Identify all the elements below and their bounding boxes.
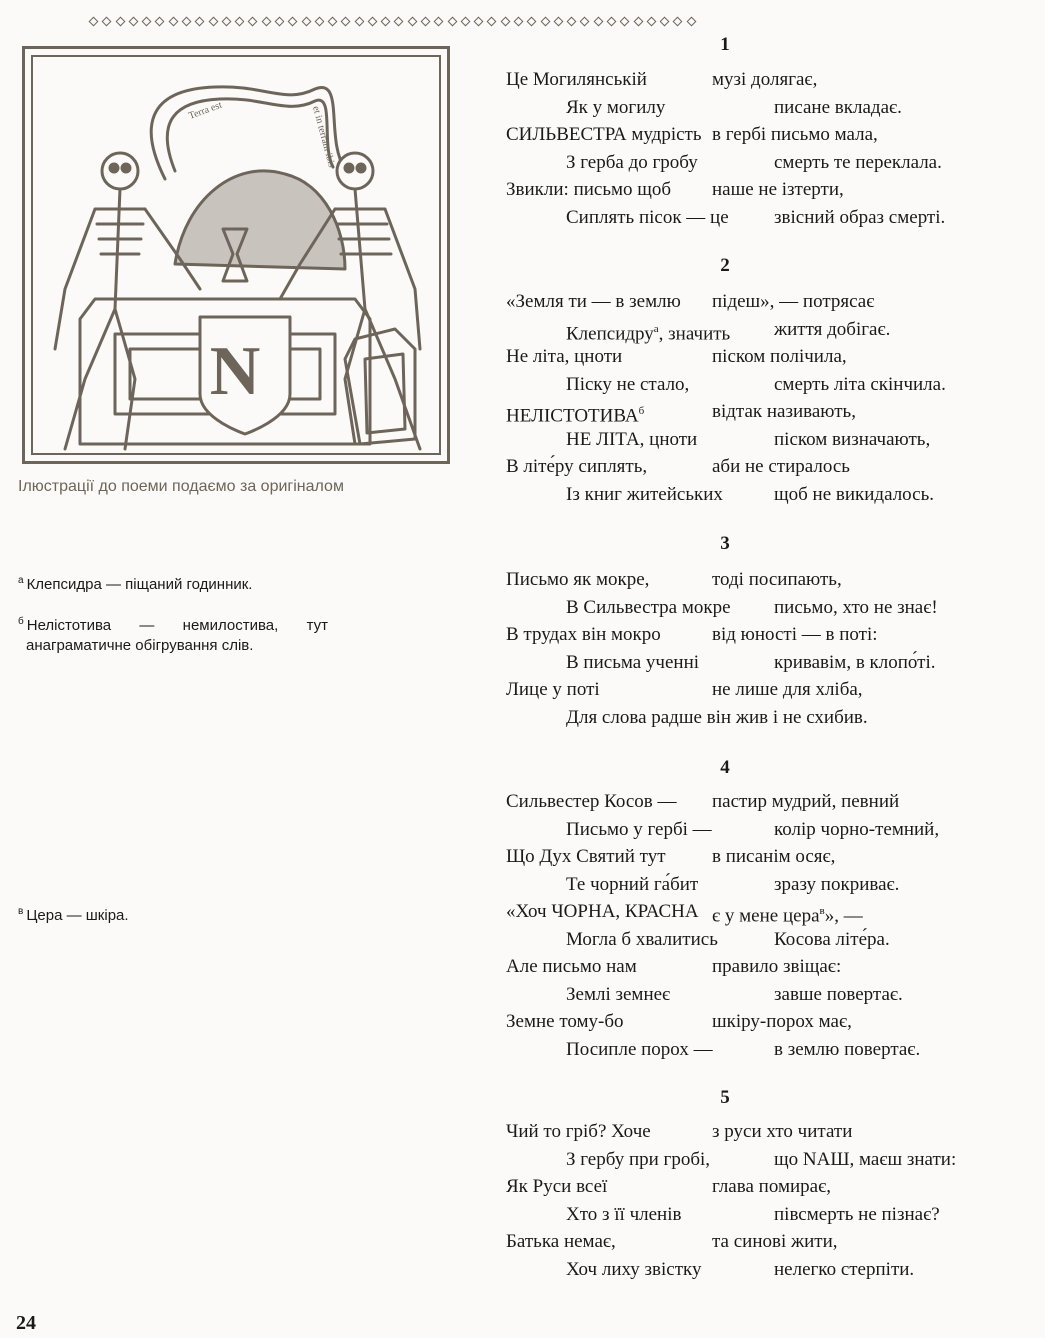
verse-text: З герба до гробу: [566, 151, 698, 173]
verse-first-half: [566, 371, 689, 399]
ornament-diamond: [115, 16, 125, 26]
verse-text: смерть літа скінчила.: [774, 373, 946, 395]
footnote-b: [18, 612, 328, 656]
verse-text: Землі земнеє: [566, 983, 671, 1005]
verse-text: шкіру-порох має,: [712, 1011, 852, 1032]
verse-text: Як у могилу: [566, 96, 666, 118]
verse-line: [506, 1228, 1026, 1256]
verse-first-half: [566, 871, 698, 899]
verse-line: [506, 1201, 1026, 1229]
stanza-number: 4: [720, 757, 730, 778]
verse-second-half: [712, 788, 899, 816]
verse-text: Письмо як мокре,: [506, 569, 650, 590]
verse-first-half: [506, 898, 699, 926]
ornament-row: [90, 14, 695, 28]
footnote-mark: в: [18, 906, 24, 917]
verse-text: глава помирає,: [712, 1176, 831, 1197]
footnote-mark: б: [18, 616, 24, 627]
verse-first-half: [566, 649, 699, 677]
ornament-diamond: [447, 16, 457, 26]
verse-line: [506, 1173, 1026, 1201]
verse-second-half: [712, 398, 856, 426]
verse-second-half: [774, 871, 899, 899]
verse-line: [506, 94, 1026, 122]
verse-text: Сиплять пісок — це: [566, 206, 729, 228]
verse-line: [506, 704, 1026, 732]
ornament-diamond: [128, 16, 138, 26]
ornament-diamond: [553, 16, 563, 26]
verse-text: НЕ ЛІТА, цноти: [566, 428, 698, 450]
verse-second-half: [712, 288, 874, 316]
verse-text: піском визначають,: [774, 428, 931, 450]
verse-first-half: [506, 1008, 624, 1036]
verse-text: письмо, хто не знає!: [774, 596, 938, 618]
verse-second-half: [774, 1036, 920, 1064]
verse-first-half: [506, 66, 647, 94]
verse-second-half: [774, 1201, 940, 1229]
verse-text: В трудах він мокро: [506, 624, 661, 645]
verse-line: [506, 594, 1026, 622]
verse-text: колір чорно-темний,: [774, 818, 940, 840]
verse-line: [506, 149, 1026, 177]
verse-text: звісний образ смерті.: [774, 206, 946, 228]
ornament-diamond: [155, 16, 165, 26]
verse-line: [506, 288, 1026, 316]
verse-text: не лише для хліба,: [712, 679, 863, 700]
ornament-diamond: [673, 16, 683, 26]
verse-second-half: [774, 981, 903, 1009]
verse-text: Батька немає,: [506, 1231, 616, 1252]
ornament-diamond: [102, 16, 112, 26]
verse-text: аби не стиралось: [712, 456, 850, 477]
verse-line: [506, 871, 1026, 899]
ornament-diamond: [434, 16, 444, 26]
verse-text: наше не ізтерти,: [712, 179, 844, 200]
verse-text: кривавім, в клопо́ті.: [774, 651, 936, 673]
ornament-diamond: [208, 16, 218, 26]
ornament-diamond: [487, 16, 497, 26]
verse-first-half: [506, 953, 637, 981]
verse-text: Чий то гріб? Хоче: [506, 1121, 651, 1142]
verse-text: життя добігає.: [774, 318, 891, 340]
ornament-diamond: [354, 16, 364, 26]
banner-text-left: Terra est: [187, 99, 224, 122]
verse-line: [506, 1146, 1026, 1174]
verse-line: [506, 676, 1026, 704]
verse-text: від юності — в поті:: [712, 624, 878, 645]
verse-second-half: [774, 649, 936, 677]
ornament-diamond: [633, 16, 643, 26]
earth-mound: [175, 171, 345, 269]
verse-second-half: [712, 843, 835, 871]
ornament-diamond: [527, 16, 537, 26]
verse-second-half: [774, 594, 938, 622]
verse-text: що NАШ, маєш знати:: [774, 1148, 957, 1170]
verse-second-half: [774, 426, 930, 454]
verse-text: З гербу при гробі,: [566, 1148, 711, 1170]
verse-text: Що Дух Святий тут: [506, 846, 666, 867]
verse-first-half: [506, 121, 702, 149]
verse-text: Із книг житейських: [566, 483, 723, 505]
ornament-diamond: [646, 16, 656, 26]
verse-text: Письмо у гербі —: [566, 818, 712, 840]
verse-text: тоді посипають,: [712, 569, 842, 590]
ornament-diamond: [394, 16, 404, 26]
verse-text: Але письмо нам: [506, 956, 637, 977]
verse-first-half: [506, 566, 649, 594]
verse-text: піском полічила,: [712, 346, 847, 367]
verse-text: завше повертає.: [774, 983, 903, 1005]
verse-second-half: [774, 371, 946, 399]
verse-line: [506, 121, 1026, 149]
verse-first-half: [566, 704, 868, 732]
verse-line: [506, 649, 1026, 677]
verse-text: щоб не викидалось.: [774, 483, 935, 505]
ornament-diamond: [686, 16, 696, 26]
ornament-diamond: [182, 16, 192, 26]
verse-first-half: [506, 288, 681, 316]
verse-text: та синові жити,: [712, 1231, 838, 1252]
verse-text: «Земля ти — в землю: [506, 291, 681, 312]
verse-line: [506, 176, 1026, 204]
ornament-diamond: [248, 16, 258, 26]
verse-first-half: [566, 94, 665, 122]
verse-text: в гербі письмо мала,: [712, 124, 878, 145]
verse-second-half: [774, 316, 890, 344]
ornament-diamond: [341, 16, 351, 26]
verse-text: Клепсидру: [566, 322, 654, 344]
footnote-text-line2: анаграматичне обігрування слів.: [26, 637, 254, 654]
verse-text: Посипле порох —: [566, 1038, 713, 1060]
verse-second-half: [712, 953, 841, 981]
verse-second-half: [712, 66, 817, 94]
footnote-text-line1: Нелістотива — немилостива, тут: [26, 617, 328, 634]
verse-text: Земне тому-бо: [506, 1011, 624, 1032]
verse-text: », —: [824, 905, 863, 927]
footnote-a: [18, 571, 328, 595]
verse-line: [506, 926, 1026, 954]
verse-text: Косова літе́ра.: [774, 928, 890, 950]
verse-line: [506, 788, 1026, 816]
verse-first-half: [566, 149, 698, 177]
verse-second-half: [712, 121, 878, 149]
ornament-diamond: [288, 16, 298, 26]
verse-text: , значить: [658, 322, 731, 344]
verse-line: [506, 66, 1026, 94]
verse-first-half: [506, 343, 622, 371]
verse-text: Звикли: письмо щоб: [506, 179, 672, 200]
verse-text: з руси хто читати: [712, 1121, 853, 1142]
verse-text: Сильвестер Косов —: [506, 791, 677, 812]
verse-text: СИЛЬВЕСТРА мудрість: [506, 124, 702, 145]
ornament-diamond: [500, 16, 510, 26]
verse-text: Могла б хвалитись: [566, 928, 718, 950]
verse-text: пастир мудрий, певний: [712, 791, 900, 812]
stanza-number: 5: [720, 1087, 730, 1108]
verse-second-half: [774, 926, 890, 954]
ornament-diamond: [660, 16, 670, 26]
verse-text: Хто з її членів: [566, 1203, 682, 1225]
verse-line: [506, 1036, 1026, 1064]
verse-line: [506, 898, 1026, 926]
stanza-number: 2: [720, 255, 730, 276]
verse-second-half: [774, 1256, 914, 1284]
verse-text: Для слова радше він жив і не схибив.: [566, 706, 868, 728]
verse-text: правило звіщає:: [712, 956, 842, 977]
ornament-diamond: [514, 16, 524, 26]
verse-text: Хоч лиху звістку: [566, 1258, 702, 1280]
verse-second-half: [712, 1173, 831, 1201]
ornament-diamond: [421, 16, 431, 26]
verse-second-half: [774, 816, 939, 844]
verse-text: Не літа, цноти: [506, 346, 623, 367]
verse-line: [506, 426, 1026, 454]
verse-text: підеш», — потрясає: [712, 291, 875, 312]
stanza: [506, 566, 1026, 731]
ornament-diamond: [567, 16, 577, 26]
illustration-caption: Ілюстрації до поеми подаємо за оригіналом: [18, 478, 344, 495]
footnote-text: Цера — шкіра.: [26, 907, 129, 924]
footnote-reference: б: [638, 405, 645, 417]
verse-text: В Сильвестра мокре: [566, 596, 731, 618]
verse-text: зразу покриває.: [774, 873, 900, 895]
ornament-diamond: [580, 16, 590, 26]
verse-text: В письма ученні: [566, 651, 700, 673]
verse-second-half: [712, 566, 842, 594]
verse-text: писане вкладає.: [774, 96, 902, 118]
page-number: 24: [16, 1312, 36, 1334]
verse-first-half: [506, 1173, 607, 1201]
monogram-letter: N: [209, 333, 261, 410]
ornament-diamond: [261, 16, 271, 26]
verse-first-half: [566, 926, 718, 954]
illustration-drawing: [25, 49, 447, 461]
verse-text: музі долягає,: [712, 69, 818, 90]
ornament-diamond: [407, 16, 417, 26]
verse-line: [506, 204, 1026, 232]
verse-first-half: [566, 426, 697, 454]
ornament-diamond: [328, 16, 338, 26]
verse-line: [506, 316, 1026, 344]
stanza: [506, 288, 1026, 508]
ornament-diamond: [367, 16, 377, 26]
verse-second-half: [774, 204, 945, 232]
verse-line: [506, 816, 1026, 844]
ornament-diamond: [274, 16, 284, 26]
verse-second-half: [712, 343, 847, 371]
verse-first-half: [506, 676, 600, 704]
verse-first-half: [566, 481, 723, 509]
footnote-mark: а: [18, 575, 24, 586]
verse-text: в землю повертає.: [774, 1038, 921, 1060]
ornament-diamond: [301, 16, 311, 26]
verse-first-half: [506, 453, 647, 481]
verse-second-half: [712, 1008, 852, 1036]
ornament-diamond: [540, 16, 550, 26]
verse-first-half: [506, 843, 666, 871]
footnote-reference: в: [819, 905, 825, 917]
verse-text: відтак називають,: [712, 401, 856, 422]
verse-first-half: [566, 1146, 710, 1174]
verse-second-half: [712, 676, 863, 704]
ornament-diamond: [314, 16, 324, 26]
verse-text: Як Руси всеї: [506, 1176, 608, 1197]
ornament-diamond: [142, 16, 152, 26]
verse-second-half: [712, 621, 878, 649]
stanza-number: 1: [720, 34, 730, 55]
verse-second-half: [774, 149, 942, 177]
verse-first-half: [506, 1228, 616, 1256]
verse-line: [506, 453, 1026, 481]
stanza: [506, 788, 1026, 1063]
verse-second-half: [774, 481, 934, 509]
verse-first-half: [566, 981, 670, 1009]
verse-line: [506, 1256, 1026, 1284]
verse-line: [506, 843, 1026, 871]
verse-line: [506, 1118, 1026, 1146]
verse-second-half: [712, 176, 844, 204]
banner-text-right: et in terram ibis: [310, 104, 338, 169]
verse-first-half: [566, 594, 731, 622]
verse-first-half: [566, 1201, 681, 1229]
stanza: [506, 1118, 1026, 1283]
right-skull: [337, 153, 373, 189]
verse-text: в писанім осяє,: [712, 846, 836, 867]
ornament-diamond: [195, 16, 205, 26]
verse-first-half: [566, 1256, 701, 1284]
verse-line: [506, 953, 1026, 981]
verse-first-half: [506, 1118, 651, 1146]
verse-text: нелегко стерпіти.: [774, 1258, 915, 1280]
verse-first-half: [566, 204, 729, 232]
verse-first-half: [506, 621, 661, 649]
verse-first-half: [506, 788, 677, 816]
verse-line: [506, 981, 1026, 1009]
footnote-c: [18, 902, 328, 926]
ornament-diamond: [474, 16, 484, 26]
verse-line: [506, 1008, 1026, 1036]
verse-text: «Хоч ЧОРНА, КРАСНА: [506, 901, 699, 922]
verse-text: Піску не стало,: [566, 373, 690, 395]
woodcut-illustration: [22, 46, 450, 464]
verse-text: півсмерть не пізнає?: [774, 1203, 940, 1225]
ornament-diamond: [221, 16, 231, 26]
verse-line: [506, 371, 1026, 399]
ornament-diamond: [235, 16, 245, 26]
verse-first-half: [506, 176, 671, 204]
verse-first-half: [566, 816, 712, 844]
footnote-text: Клепсидра — піщаний годинник.: [26, 576, 253, 593]
stanza-number: 3: [720, 533, 730, 554]
verse-text: Це Могилянській: [506, 69, 647, 90]
verse-line: [506, 481, 1026, 509]
ornament-diamond: [89, 16, 99, 26]
verse-second-half: [712, 453, 850, 481]
ornament-diamond: [620, 16, 630, 26]
verse-text: Те чорний га́бит: [566, 873, 699, 895]
footnote-reference: а: [653, 322, 659, 335]
ornament-diamond: [460, 16, 470, 26]
verse-second-half: [774, 94, 902, 122]
verse-second-half: [712, 1118, 852, 1146]
verse-line: [506, 621, 1026, 649]
left-skull: [102, 153, 138, 189]
ornament-diamond: [381, 16, 391, 26]
verse-text: В літе́ру сиплять,: [506, 456, 648, 477]
verse-text: Лице у поті: [506, 679, 600, 700]
verse-second-half: [774, 1146, 956, 1174]
verse-second-half: [712, 1228, 838, 1256]
verse-line: [506, 398, 1026, 426]
ornament-diamond: [607, 16, 617, 26]
stanza: [506, 66, 1026, 231]
verse-text: є у мене цера: [712, 905, 820, 927]
verse-line: [506, 566, 1026, 594]
ornament-diamond: [168, 16, 178, 26]
ornament-diamond: [593, 16, 603, 26]
verse-text: НЕЛІСТОТИВА: [506, 405, 639, 427]
verse-line: [506, 343, 1026, 371]
verse-text: смерть те переклала.: [774, 151, 942, 173]
verse-first-half: [566, 1036, 713, 1064]
